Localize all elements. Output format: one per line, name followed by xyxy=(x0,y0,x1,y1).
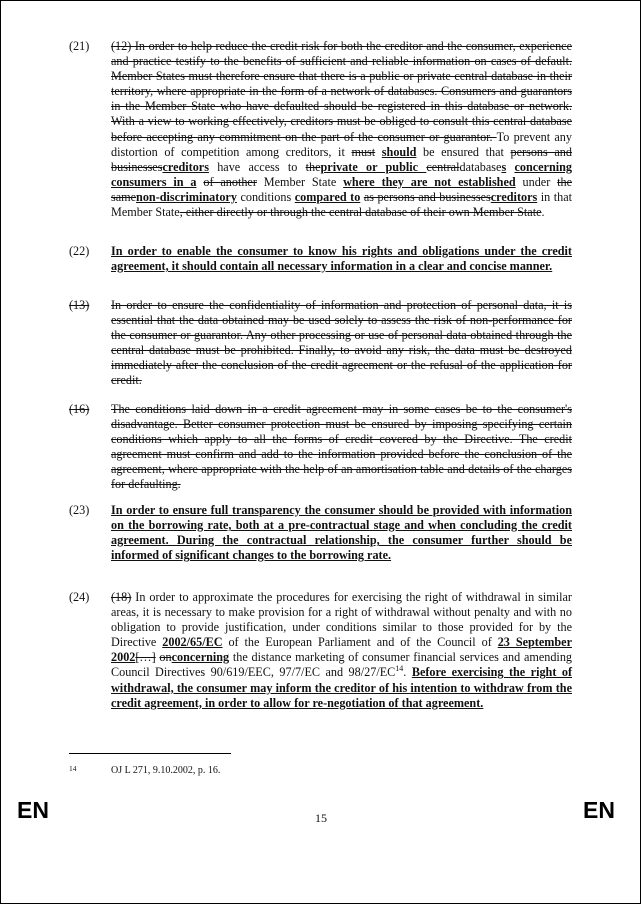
recital-number: (16) xyxy=(69,402,90,416)
deleted-text: The conditions laid down in a credit agreement may in some cases be to the consumer's disadvantage. Better consumer protection must be ensured by imposing specifying certain conditions which apply to all the forms of credit covered by the Directive. The credit agreement must confirm and add to the information provided before the conclusion of the agreement, where appropriate with the help of an amortisation table and details of the charges for defaulting. xyxy=(111,402,572,492)
text-run: conditions xyxy=(236,189,295,204)
text-run: . xyxy=(403,665,412,680)
deleted-text: as persons and businesses xyxy=(363,189,491,204)
text-run: the distance marketing of consumer financial services and amending Council Directives 90/619/EEC, 97/7/EC and 98/27/EC xyxy=(111,650,573,680)
text-run: In order to approximate the procedures for exercising the right of withdrawal in similar areas, it is necessary to make provision for a right of withdrawal without penalty and with no obligation to provide justification, under conditions similar to those provided for by the Directive xyxy=(111,590,572,650)
inserted-text: 2002/65/EC xyxy=(162,635,223,650)
footnote-reference: 14 xyxy=(395,664,404,674)
deleted-text: the same xyxy=(111,174,573,204)
text-run: in that Member State xyxy=(111,189,573,220)
inserted-text: concerning consumers in a xyxy=(111,159,572,189)
recital-22 xyxy=(69,244,572,274)
inserted-text: creditors xyxy=(162,159,209,174)
text-run: be ensured that xyxy=(416,144,511,159)
inserted-text: Before exercising the right of withdrawal, the consumer may inform the creditor of his intention to withdraw from the credit agreement, in order to allow for re-negotiation of that agreement. xyxy=(111,665,573,710)
recital-text xyxy=(111,39,572,220)
language-code-right: EN xyxy=(583,797,615,823)
deleted-text: , either directly or through the central database of their own Member State xyxy=(179,205,542,220)
recital-text xyxy=(111,244,572,274)
recital-number: (21) xyxy=(69,39,90,53)
language-code-left: EN xyxy=(17,797,49,823)
recital-23 xyxy=(69,503,572,563)
footnote-text: OJ L 271, 9.10.2002, p. 16. xyxy=(111,765,221,776)
deleted-text: In order to ensure the confidentiality of information and protection of personal data, it is essential that the data obtained may be used solely to assess the risk of non-performance for the consumer or guarantor. Any other processing or use of personal data obtained through the central database must be prohibited. Finally, to avoid any risk, the data must be destroyed immediately after the conclusion of the credit agreement or the refusal of the application for credit. xyxy=(111,298,572,388)
inserted-text: s xyxy=(501,159,507,174)
deleted-text: central xyxy=(426,159,460,174)
recital-13 xyxy=(69,298,572,389)
recital-number: (13) xyxy=(69,298,90,312)
recital-text xyxy=(111,402,572,493)
text-run: have access to xyxy=(208,159,306,174)
recital-number: (24) xyxy=(69,590,90,604)
footnote xyxy=(69,765,572,777)
inserted-text: private or public xyxy=(320,159,427,174)
footnote-separator xyxy=(69,753,231,754)
deleted-text: persons and businesses xyxy=(111,144,572,174)
text-run: . xyxy=(541,205,545,220)
deleted-text: (18) xyxy=(111,590,132,604)
deleted-text: must xyxy=(351,144,376,159)
recital-number: (22) xyxy=(69,244,90,258)
recital-text xyxy=(111,590,572,711)
text-run: of the European Parliament and of the Council of xyxy=(222,635,498,650)
text-run: database xyxy=(459,159,502,174)
recital-24 xyxy=(69,590,572,711)
inserted-text: compared to xyxy=(294,189,361,204)
text-run: Member State xyxy=(256,174,344,189)
recital-16 xyxy=(69,402,572,493)
inserted-text: non-discriminatory xyxy=(136,189,237,204)
deleted-text: on xyxy=(159,650,172,665)
text-run xyxy=(375,145,382,159)
text-run: To prevent any distortion of competition among creditors, it xyxy=(111,129,572,159)
inserted-text: In order to ensure full transparency the consumer should be provided with information on the borrowing rate, both at a pre-contractual stage and when concluding the credit agreement. During the contractual relationship, the consumer further should be informed of significant changes to the borrowing rate. xyxy=(111,503,572,563)
deleted-text: of another xyxy=(203,174,257,189)
deleted-text: […] xyxy=(135,650,156,665)
inserted-text: In order to enable the consumer to know his rights and obligations under the credit agreement, it should contain all necessary information in a clear and concise manner. xyxy=(111,244,572,274)
footnote-number: 14 xyxy=(69,764,77,773)
text-run: under xyxy=(515,174,558,189)
recital-text xyxy=(111,503,572,563)
inserted-text: should xyxy=(381,144,417,159)
recital-text xyxy=(111,298,572,389)
inserted-text: 23 September 2002 xyxy=(111,635,572,665)
page-number: 15 xyxy=(315,811,327,825)
inserted-text: concerning xyxy=(171,650,230,665)
deleted-text: the xyxy=(305,159,321,174)
recital-21 xyxy=(69,39,572,220)
inserted-text: creditors xyxy=(490,189,538,204)
inserted-text: where they are not established xyxy=(343,174,516,189)
recital-number: (23) xyxy=(69,503,90,517)
deleted-text: (12) In order to help reduce the credit risk for both the creditor and the consumer, experience and practice testify to the benefits of sufficient and reliable information on cases of default. Member States must therefore ensure that there is a public or private central database in their territory, where appropriate in the form of a network of databases. Consumers and guarantors in the Member State who have defaulted should be registered in this database or network. With a view to working effectively, creditors must be obliged to consult this central database before accepting any commitment on the part of the consumer or guarantor. xyxy=(111,39,572,144)
